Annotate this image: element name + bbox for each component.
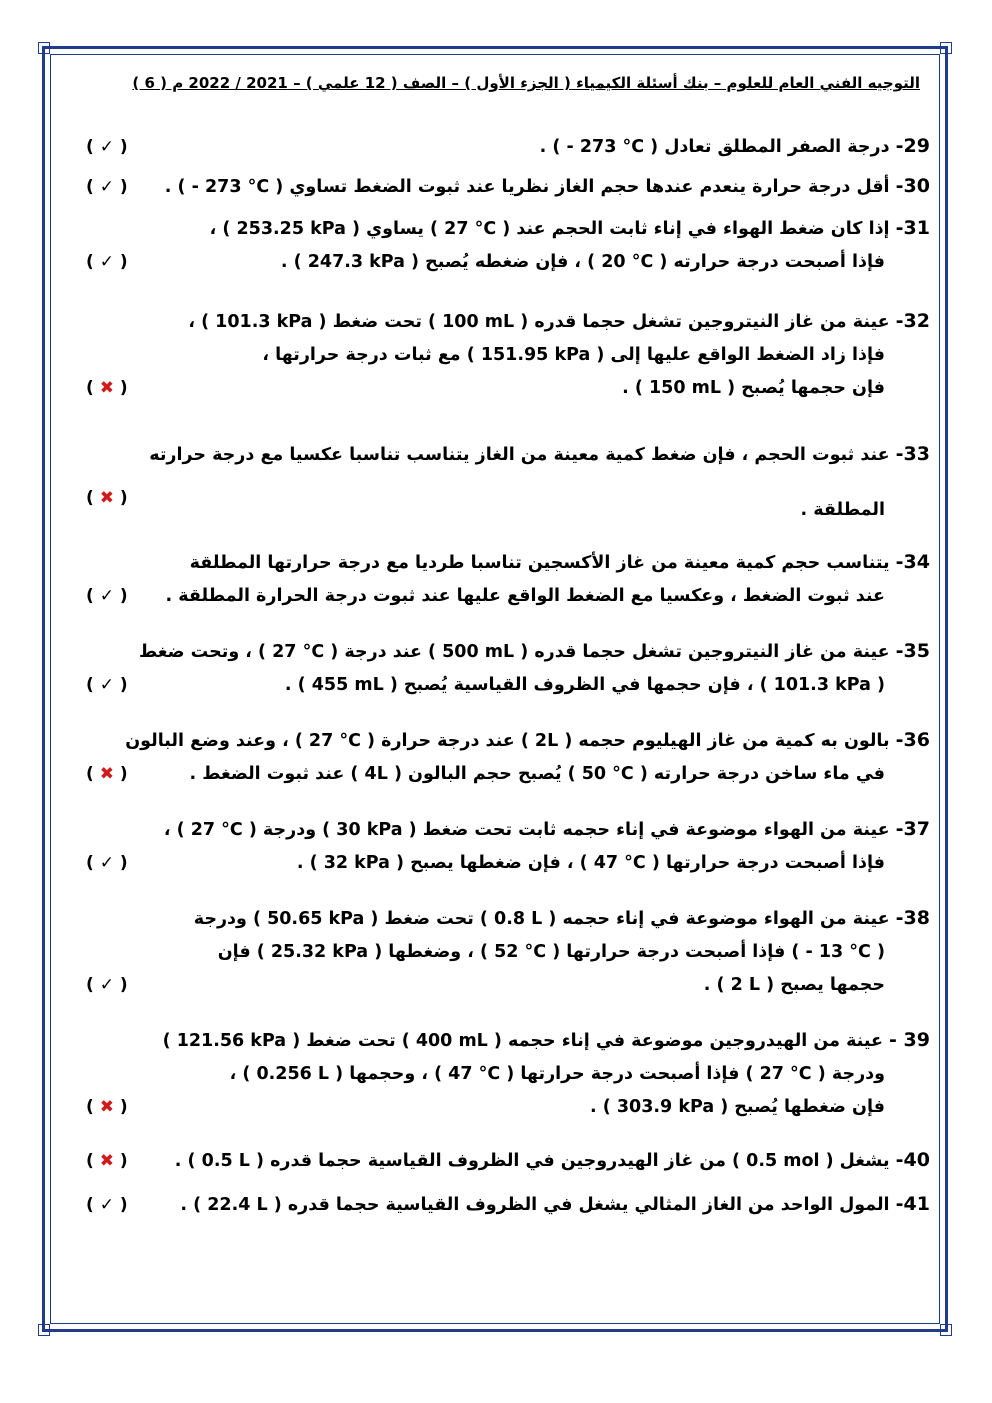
question-text: المطلقة . xyxy=(800,500,885,520)
question-text: بالون به كمية من غاز الهيليوم حجمه ( ‎2L‎ ) عند درجة حرارة ( ‎27 °C‎ ) ، وعند وضع البالون xyxy=(125,731,890,751)
question-number: 39 - xyxy=(889,1029,930,1051)
check-mark-icon: ✓ xyxy=(99,586,114,606)
answer-mark: ( ✓ ) xyxy=(86,975,128,995)
question-text: فإن ضغطها يُصبح ( ‎303.9 kPa‎ ) . xyxy=(590,1097,885,1117)
question-list xyxy=(70,130,930,1222)
question-text: عينة من الهيدروجين موضوعة في إناء حجمه ( ‎400 mL‎ ) تحت ضغط ( ‎121.56 kPa‎ ) xyxy=(162,1031,883,1051)
question-39 xyxy=(70,1024,930,1124)
question-text: ودرجة ( ‎27 °C‎ ) فإذا أصبحت درجة حرارتها ( ‎47 °C‎ ) ، وحجمها ( ‎0.256 L‎ ) ، xyxy=(229,1064,885,1084)
check-mark-icon: ✓ xyxy=(99,137,114,157)
check-mark-icon: ✓ xyxy=(99,1195,114,1215)
answer-mark: ( ✓ ) xyxy=(86,675,128,695)
check-mark-icon: ✓ xyxy=(99,975,114,995)
question-text: فإن حجمها يُصبح ( ‎150 mL‎ ) . xyxy=(622,378,885,398)
border-corner-bottom-right xyxy=(940,1324,952,1336)
question-text: عند ثبوت الحجم ، فإن ضغط كمية معينة من الغاز يتناسب تناسبا عكسيا مع درجة حرارته xyxy=(149,445,890,465)
question-number: 32- xyxy=(895,310,930,332)
question-number: 36- xyxy=(895,729,930,751)
answer-mark: ( ✖ ) xyxy=(86,488,128,508)
question-number: 30- xyxy=(895,175,930,197)
answer-mark: ( ✓ ) xyxy=(86,1195,128,1215)
question-text: المول الواحد من الغاز المثالي يشغل في الظروف القياسية حجما قدره ( ‎22.4 L‎ ) . xyxy=(180,1195,890,1215)
answer-mark: ( ✓ ) xyxy=(86,853,128,873)
question-number: 31- xyxy=(895,217,930,239)
question-text: فإذا أصبحت درجة حرارتها ( ‎47 °C‎ ) ، فإن ضغطها يصبح ( ‎32 kPa‎ ) . xyxy=(296,853,885,873)
question-text: يشغل ( ‎0.5 mol‎ ) من غاز الهيدروجين في الظروف القياسية حجما قدره ( ‎0.5 L‎ ) . xyxy=(174,1151,890,1171)
answer-mark: ( ✓ ) xyxy=(86,586,128,606)
question-number: 37- xyxy=(895,818,930,840)
question-text: إذا كان ضغط الهواء في إناء ثابت الحجم عند ( ‎27 °C‎ ) يساوي ( ‎253.25 kPa‎ ) ، xyxy=(209,219,890,239)
question-33 xyxy=(70,427,930,538)
border-corner-top-right xyxy=(940,42,952,54)
question-38 xyxy=(70,902,930,1002)
check-mark-icon: ✓ xyxy=(99,853,114,873)
question-text: عينة من غاز النيتروجين تشغل حجما قدره ( ‎500 mL‎ ) عند درجة ( ‎27 °C‎ ) ، وتحت ضغط xyxy=(138,642,890,662)
question-number: 33- xyxy=(895,443,930,465)
check-mark-icon: ✓ xyxy=(99,675,114,695)
question-text: ( ‎101.3 kPa‎ ) ، فإن حجمها في الظروف القياسية يُصبح ( ‎455 mL‎ ) . xyxy=(284,675,885,695)
question-text: في ماء ساخن درجة حرارته ( ‎50 °C‎ ) يُصبح حجم البالون ( ‎4L‎ ) عند ثبوت الضغط . xyxy=(189,764,885,784)
page-header: التوجيه الفني العام للعلوم – بنك أسئلة الكيمياء ( الجزء الأول ) – الصف ( 12 علمي ) – 2021 / 2022 م ( 6 ) xyxy=(132,74,920,92)
question-35 xyxy=(70,635,930,702)
question-41 xyxy=(70,1188,930,1222)
question-40 xyxy=(70,1144,930,1178)
border-corner-bottom-left xyxy=(38,1324,50,1336)
border-corner-top-left xyxy=(38,42,50,54)
answer-mark: ( ✖ ) xyxy=(86,1097,128,1117)
question-number: 40- xyxy=(895,1149,930,1171)
answer-mark: ( ✓ ) xyxy=(86,252,128,272)
question-31 xyxy=(70,212,930,279)
cross-mark-icon: ✖ xyxy=(99,488,114,508)
check-mark-icon: ✓ xyxy=(99,177,114,197)
question-number: 34- xyxy=(895,551,930,573)
question-text: عينة من الهواء موضوعة في إناء حجمه ثابت تحت ضغط ( ‎30 kPa‎ ) ودرجة ( ‎27 °C‎ ) ، xyxy=(163,820,890,840)
cross-mark-icon: ✖ xyxy=(99,764,114,784)
question-29 xyxy=(70,130,930,164)
question-text: فإذا زاد الضغط الواقع عليها إلى ( ‎151.95 kPa‎ ) مع ثبات درجة حرارتها ، xyxy=(262,345,885,365)
question-text: حجمها يصبح ( ‎2 L‎ ) . xyxy=(703,975,885,995)
answer-mark: ( ✓ ) xyxy=(86,177,128,197)
question-32 xyxy=(70,305,930,405)
question-number: 29- xyxy=(895,135,930,157)
question-text: عينة من غاز النيتروجين تشغل حجما قدره ( ‎100 mL‎ ) تحت ضغط ( ‎101.3 kPa‎ ) ، xyxy=(188,312,890,332)
answer-mark: ( ✓ ) xyxy=(86,137,128,157)
cross-mark-icon: ✖ xyxy=(99,1097,114,1117)
question-text: أقل درجة حرارة ينعدم عندها حجم الغاز نظريا عند ثبوت الضغط تساوي ( ‎- 273 °C‎ ) . xyxy=(164,177,890,197)
question-text: فإذا أصبحت درجة حرارته ( ‎20 °C‎ ) ، فإن ضغطه يُصبح ( ‎247.3 kPa‎ ) . xyxy=(280,252,885,272)
answer-mark: ( ✖ ) xyxy=(86,378,128,398)
question-number: 35- xyxy=(895,640,930,662)
question-text: عند ثبوت الضغط ، وعكسيا مع الضغط الواقع عليها عند ثبوت درجة الحرارة المطلقة . xyxy=(165,586,885,606)
question-36 xyxy=(70,724,930,791)
check-mark-icon: ✓ xyxy=(99,252,114,272)
question-37 xyxy=(70,813,930,880)
question-number: 38- xyxy=(895,907,930,929)
cross-mark-icon: ✖ xyxy=(99,378,114,398)
question-text: درجة الصفر المطلق تعادل ( ‎- 273 °C‎ ) . xyxy=(539,137,890,157)
question-number: 41- xyxy=(895,1193,930,1215)
answer-mark: ( ✖ ) xyxy=(86,1151,128,1171)
question-text: ( ‎- 13 °C‎ ) فإذا أصبحت درجة حرارتها ( ‎52 °C‎ ) ، وضغطها ( ‎25.32 kPa‎ ) فإن xyxy=(217,942,885,962)
question-30 xyxy=(70,170,930,204)
question-34 xyxy=(70,546,930,613)
answer-mark: ( ✖ ) xyxy=(86,764,128,784)
cross-mark-icon: ✖ xyxy=(99,1151,114,1171)
question-text: يتناسب حجم كمية معينة من غاز الأكسجين تناسبا طرديا مع درجة حرارتها المطلقة xyxy=(189,553,890,573)
question-text: عينة من الهواء موضوعة في إناء حجمه ( ‎0.8 L‎ ) تحت ضغط ( ‎50.65 kPa‎ ) ودرجة xyxy=(193,909,890,929)
